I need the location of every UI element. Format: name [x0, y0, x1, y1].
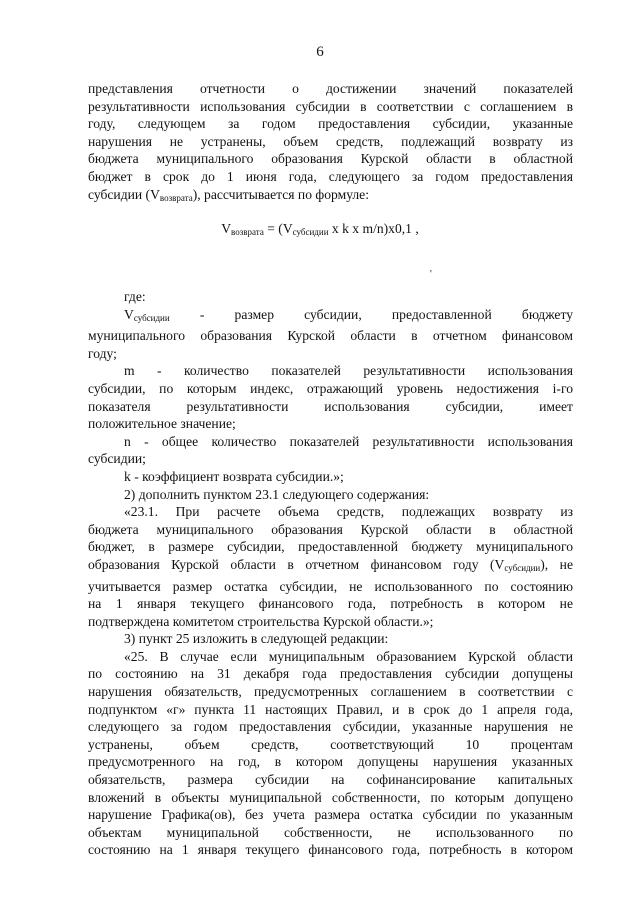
text-line: на 1 января текущего финансового года, потребность в котором не: [88, 596, 573, 612]
formula: $V_{возврата} = (V_{субсидии}$ x k x m/n)x0,1 ,: [221, 221, 419, 237]
text-line: «23.1. При расчете объема средств, подлежащих возврату из: [124, 504, 573, 520]
m-definition: m - количество показателей результативности использования: [124, 363, 573, 379]
text-line: субсидии $(V_{возврата})$, рассчитывается по формуле:: [88, 186, 369, 203]
subscript: субсидии: [504, 562, 541, 573]
intro-paragraph: [88, 80, 573, 207]
text-line: «25. В случае если муниципальным образованием Курской области: [124, 648, 573, 664]
k-definition: k - коэффициент возврата субсидии.»;: [124, 468, 344, 484]
text-line: нарушения не устранены, объем средств, подлежащий возврату из: [88, 133, 573, 149]
text-line: бюджет в срок до 1 июня года, следующего за годом предоставления: [88, 168, 573, 184]
amendment-3-heading: 3) пункт 25 изложить в следующей редакции:: [124, 631, 389, 647]
text-line: состоянию на 1 января текущего финансового года, потребность в котором: [88, 842, 573, 858]
n-definition: n - общее количество показателей результативности использования: [124, 433, 573, 449]
formula-lhs-subscript: возврата: [231, 227, 264, 237]
text-line: положительное значение;: [88, 416, 236, 432]
text-line: образования Курской области в отчетном финансовом году $(V_{субсидии})$, не: [88, 556, 573, 573]
text-line: подтверждена комитетом строительства Курской области.»;: [88, 613, 434, 629]
text-line: результативности использования субсидии в соответствии с соглашением в: [88, 98, 573, 114]
text-line: вложений в объекты муниципальной собственности, по которым допущено: [88, 789, 573, 805]
text-line: показателя результативности использования субсидии, имеет: [88, 398, 573, 414]
text-line: следующего за годом предоставления субсидии, указанные нарушения не: [88, 719, 573, 735]
text-line: предусмотренного на год, в котором допущены нарушения указанных: [88, 754, 573, 770]
stray-mark: ': [430, 269, 432, 280]
text-line: году;: [88, 345, 117, 361]
subscript: субсидии: [133, 312, 170, 323]
text-line: бюджета муниципального образования Курской области в областной: [88, 521, 573, 537]
text-line: бюджет, в размере субсидии, предоставленной бюджету муниципального: [88, 539, 573, 555]
text-line: учитывается размер остатка субсидии, не использованного по состоянию: [88, 578, 573, 594]
text-line: субсидии, по которым индекс, отражающий уровень недостижения i-го: [88, 380, 573, 396]
text-line: нарушение Графика(ов), без учета размера остатка субсидии по указанным: [88, 807, 573, 823]
subscript: возврата: [159, 192, 193, 203]
text-line: устранены, объем средств, соответствующий 10 процентам: [88, 736, 573, 752]
amendment-2-heading: 2) дополнить пунктом 23.1 следующего содержания:: [124, 486, 430, 502]
text-line: субсидии;: [88, 451, 146, 467]
text-line: объектам муниципальной собственности, не использованного по: [88, 824, 573, 840]
text-line: обязательств, размера субсидии на софинансирование капитальных: [88, 772, 573, 788]
text-line: по состоянию на 31 декабря года предоставления субсидии допущены: [88, 666, 573, 682]
text-line: нарушения обязательств, предусмотренных соглашением в соответствии с: [88, 684, 573, 700]
text-line: бюджета муниципального образования Курской области в областной: [88, 151, 573, 167]
page-number: 6: [316, 44, 324, 60]
text-line: подпунктом «г» пункта 11 настоящих Правил, и в срок до 1 апреля года,: [88, 701, 573, 717]
text-line: муниципального образования Курской области в отчетном финансовом: [88, 328, 573, 344]
text-line: году, следующем за годом предоставления субсидии, указанные: [88, 116, 573, 132]
v-definition: $V_{субсидии}$ - размер субсидии, предоставленной бюджету: [124, 306, 573, 323]
definitions: [88, 288, 573, 859]
formula-rhs-subscript: субсидии: [292, 227, 329, 237]
text-line: представления отчетности о достижении значений показателей: [88, 81, 573, 96]
where-label: где:: [124, 289, 146, 304]
